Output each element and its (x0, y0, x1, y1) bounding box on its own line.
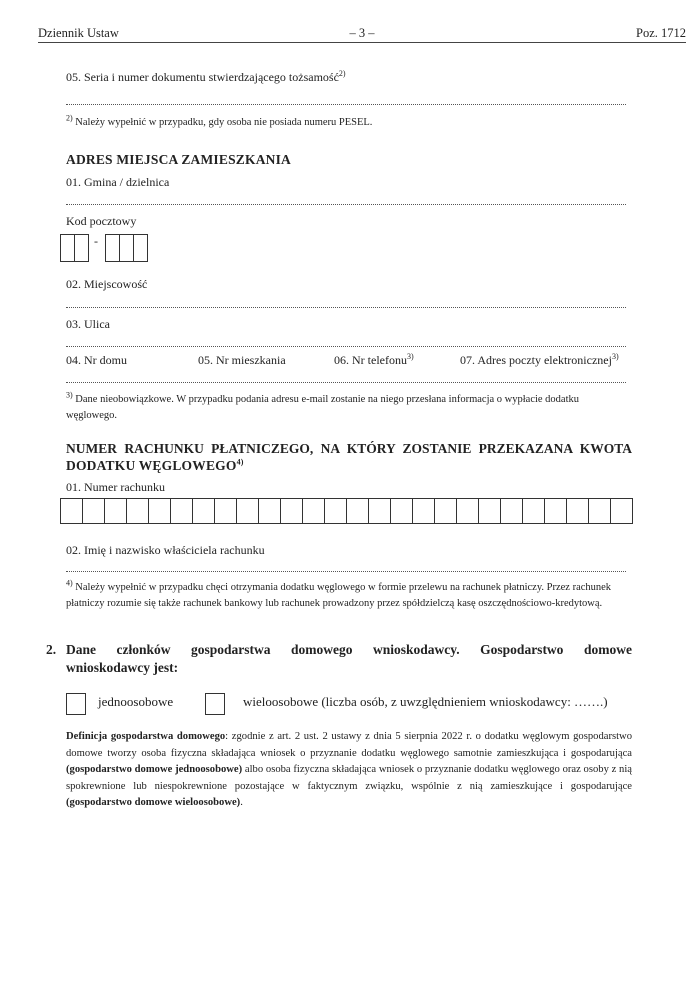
city-label: 02. Miejscowość (66, 277, 148, 291)
household-heading-word: Dane (66, 642, 96, 657)
postcode-part2-boxes[interactable] (106, 234, 148, 262)
account-digit-box[interactable] (192, 498, 215, 524)
account-digit-box[interactable] (214, 498, 237, 524)
single-household-checkbox[interactable] (66, 693, 86, 715)
household-heading-line2: wnioskodawcy jest: (66, 660, 179, 675)
account-digit-box[interactable] (82, 498, 105, 524)
postcode-digit-box[interactable] (133, 234, 148, 262)
postcode-dash: - (94, 234, 98, 248)
account-digit-box[interactable] (522, 498, 545, 524)
account-digit-box[interactable] (258, 498, 281, 524)
account-digit-box[interactable] (170, 498, 193, 524)
account-digit-box[interactable] (104, 498, 127, 524)
account-digit-box[interactable] (566, 498, 589, 524)
flat-number-label: 05. Nr mieszkania (198, 353, 286, 367)
email-label: 07. Adres poczty elektronicznej$^{3)}$ (460, 352, 619, 367)
account-digit-box[interactable] (236, 498, 259, 524)
contact-details-field[interactable] (66, 382, 626, 383)
household-heading-word: domowe (583, 642, 632, 657)
phone-label: 06. Nr telefonu$^{3)}$ (334, 352, 414, 367)
postcode-digit-box[interactable] (74, 234, 89, 262)
account-owner-field[interactable] (66, 571, 626, 572)
account-owner-label: 02. Imię i nazwisko właściciela rachunku (66, 543, 265, 557)
account-digit-box[interactable] (434, 498, 457, 524)
single-household-label: jednoosobowe (98, 694, 174, 709)
account-number-label: 01. Numer rachunku (66, 480, 165, 494)
doc-id-label: 05. Seria i numer dokumentu stwierdzającego tożsamość$^{2)}$ (66, 69, 346, 84)
footnote-2: $^{2)}$ Należy wypełnić w przypadku, gdy osoba nie posiada numeru PESEL. (66, 113, 373, 128)
page-header (38, 26, 686, 42)
multi-household-label: wieloosobowe (liczba osób, z uwzględnieniem wnioskodawcy: …….) (243, 694, 608, 709)
postcode-digit-box[interactable] (119, 234, 134, 262)
postcode-digit-box[interactable] (105, 234, 120, 262)
account-number-boxes[interactable] (61, 498, 633, 524)
household-heading-word: Gospodarstwo (480, 642, 564, 657)
account-digit-box[interactable] (456, 498, 479, 524)
household-heading-word: członków (116, 642, 171, 657)
house-number-label: 04. Nr domu (66, 353, 127, 367)
account-digit-box[interactable] (610, 498, 633, 524)
account-digit-box[interactable] (126, 498, 149, 524)
street-label: 03. Ulica (66, 317, 110, 331)
page-number: – 3 – (349, 26, 375, 40)
household-heading-word: gospodarstwa (191, 642, 271, 657)
multi-household-checkbox[interactable] (205, 693, 225, 715)
account-digit-box[interactable] (368, 498, 391, 524)
section-2-number: 2. (46, 642, 57, 657)
account-digit-box[interactable] (412, 498, 435, 524)
account-digit-box[interactable] (500, 498, 523, 524)
street-field[interactable] (66, 346, 626, 347)
doc-id-field[interactable] (66, 104, 626, 105)
household-heading-line1 (66, 642, 632, 658)
household-heading-word: wnioskodawcy. (373, 642, 460, 657)
city-field[interactable] (66, 307, 626, 308)
postcode-part1-boxes[interactable] (61, 234, 89, 262)
account-digit-box[interactable] (346, 498, 369, 524)
account-digit-box[interactable] (280, 498, 303, 524)
account-digit-box[interactable] (588, 498, 611, 524)
account-section-title-line1: NUMER RACHUNKU PŁATNICZEGO, NA KTÓRY ZOSTANIE PRZEKAZANA KWOTA (66, 441, 632, 456)
account-digit-box[interactable] (478, 498, 501, 524)
household-heading-word: domowego (291, 642, 353, 657)
footnote-3: $^{3)}$ Dane nieobowiązkowe. W przypadku podania adresu e-mail zostanie na niego przesłana informacja o wypłacie dodatku węglowego. (66, 390, 580, 421)
gmina-field[interactable] (66, 204, 626, 205)
journal-name: Dziennik Ustaw (38, 26, 119, 40)
account-digit-box[interactable] (544, 498, 567, 524)
account-digit-box[interactable] (302, 498, 325, 524)
account-digit-box[interactable] (60, 498, 83, 524)
gmina-label: 01. Gmina / dzielnica (66, 175, 170, 189)
address-section-title: ADRES MIEJSCA ZAMIESZKANIA (66, 152, 291, 167)
household-definition: Definicja gospodarstwa domowego: zgodnie z art. 2 ust. 2 ustawy z dnia 5 sierpnia 2022 r. o dodatku węglowym gospodarstwo domowe tworzy osoba fizyczna składająca wniosek o przyznanie dodatku węglowego samotnie zamieszkująca i gospodarująca (gospodarstwo domowe jednoosobowe) albo osoba fizyczna składająca wniosek o przyznanie dodatku węglowego oraz osoby z nią spokrewnione lub niespokrewnione pozostające w faktycznym związku, wspólnie z nią zamieszkujące i gospodarujące (gospodarstwo domowe wieloosobowe). (66, 731, 632, 809)
postcode-digit-box[interactable] (60, 234, 75, 262)
account-digit-box[interactable] (148, 498, 171, 524)
header-rule (38, 42, 686, 43)
footnote-4: $^{4)}$ Należy wypełnić w przypadku chęci otrzymania dodatku węglowego w formie przelewu na rachunek płatniczy. Przez rachunek płatniczy rozumie się także rachunek bankowy lub rachunek prowadzony przez spółdzielczą kasę oszczędnościowo-kredytową. (66, 578, 612, 609)
account-digit-box[interactable] (390, 498, 413, 524)
position-number: Poz. 1712 (636, 26, 686, 40)
postcode-label: Kod pocztowy (66, 214, 137, 228)
account-digit-box[interactable] (324, 498, 347, 524)
account-section-title-line2: DODATKU WĘGLOWEGO$^{4)}$ (66, 457, 244, 473)
